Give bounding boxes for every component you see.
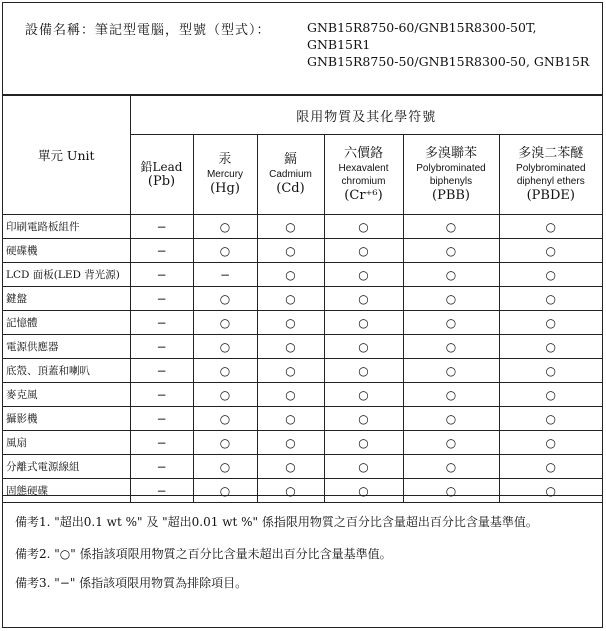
substance-name-zh: 多溴聯苯 [424,145,477,161]
substance-mark: ○ [403,239,499,263]
substance-mark: ○ [257,239,324,263]
component-name: 分離式電源線組 [3,455,130,479]
component-name: 電源供應器 [3,335,130,359]
substance-mark: − [130,263,193,287]
table-row [3,383,602,407]
substance-mark: − [130,215,193,239]
substance-mark: ○ [193,479,257,503]
substance-mark: ○ [257,215,324,239]
substance-mark: ○ [499,239,602,263]
table-row [3,311,602,335]
device-name-label: 設備名稱：筆記型電腦，型號（型式）： [25,23,271,38]
substance-mark: ○ [324,359,403,383]
substance-symbol: (Pb) [147,173,176,189]
substance-mark: ○ [324,215,403,239]
note-3: 備考3. "−" 係指該項限用物質為排除項目。 [15,576,248,590]
component-name: 固態硬碟 [3,479,130,503]
substance-mark: ○ [257,383,324,407]
substance-mark: ○ [257,311,324,335]
substance-mark: ○ [257,335,324,359]
substance-mark: − [130,479,193,503]
substance-mark: − [193,263,257,287]
component-name: 底殼、頂蓋和喇叭 [3,359,130,383]
table-row [3,335,602,359]
substance-symbol: (Cr⁺⁶) [344,187,383,203]
substance-mark: ○ [193,239,257,263]
substance-mark: − [130,335,193,359]
table-row [3,239,602,263]
substance-mark: ○ [324,239,403,263]
component-name: 風扇 [3,431,130,455]
substance-mark: ○ [324,263,403,287]
substance-mark: ○ [324,383,403,407]
substance-header [130,135,193,215]
substance-mark: ○ [403,383,499,407]
substance-mark: ○ [403,311,499,335]
table-row [3,431,602,455]
note-2: 備考2. "○" 係指該項限用物質之百分比含量未超出百分比含量基準值。 [15,547,392,561]
substance-mark: ○ [499,479,602,503]
substance-mark: − [130,455,193,479]
substance-mark: − [130,311,193,335]
substance-name-en: Mercury [206,169,244,180]
substance-mark: ○ [499,215,602,239]
substance-mark: ○ [403,407,499,431]
substance-symbol: (Cd) [276,181,305,196]
substance-symbol: (Hg) [210,181,240,196]
substance-mark: ○ [403,359,499,383]
substance-name-en: Cadmium [269,169,312,180]
substance-header [324,135,403,215]
substance-mark: ○ [193,311,257,335]
substance-mark: ○ [403,455,499,479]
substance-name-zh: 鎘 [283,152,297,168]
substance-mark: ○ [324,455,403,479]
substance-name-zh: 六價鉻 [343,145,383,161]
substance-mark: ○ [499,431,602,455]
substance-mark: ○ [499,455,602,479]
substance-mark: ○ [403,215,499,239]
substance-mark: − [130,359,193,383]
component-name: 印刷電路板組件 [3,215,130,239]
substance-symbol: (PBDE) [526,187,575,203]
substance-mark: ○ [193,335,257,359]
substance-mark: ○ [193,359,257,383]
substance-group-header: 限用物質及其化學符號 [130,96,602,135]
substance-mark: ○ [324,479,403,503]
substance-symbol: (PBB) [432,187,470,203]
note-1: 備考1. "超出0.1 wt %" 及 "超出0.01 wt %" 係指限用物質之百分比含量超出百分比含量基準值。 [15,515,538,529]
substance-mark: ○ [499,311,602,335]
substance-mark: ○ [257,455,324,479]
substance-header [257,135,324,215]
substance-mark: − [130,431,193,455]
substance-mark: ○ [403,479,499,503]
table-row [3,263,602,287]
substance-mark: ○ [324,335,403,359]
component-name: 硬碟機 [3,239,130,263]
table-body [3,215,602,503]
substance-mark: ○ [257,359,324,383]
component-name: 記憶體 [3,311,130,335]
model-numbers [307,19,602,70]
table-row [3,359,602,383]
substance-name: 鉛Lead [140,159,183,174]
substance-mark: ○ [324,431,403,455]
table-row [3,215,602,239]
substance-mark: ○ [257,287,324,311]
substance-mark: ○ [499,383,602,407]
unit-column-header: 單元 Unit [3,96,130,215]
substance-mark: ○ [193,407,257,431]
substance-mark: ○ [193,383,257,407]
substance-mark: ○ [324,287,403,311]
substance-mark: ○ [499,359,602,383]
notes-section [3,495,602,628]
substance-header [499,135,602,215]
substance-name-zh: 汞 [218,152,232,168]
table-row [3,407,602,431]
component-name: LCD 面板(LED 背光源) [3,263,130,287]
substance-mark: ○ [193,455,257,479]
substance-mark: ○ [324,407,403,431]
substance-mark: ○ [257,431,324,455]
substance-mark: − [130,407,193,431]
substance-header [193,135,257,215]
substance-mark: − [130,383,193,407]
substance-mark: ○ [499,287,602,311]
substance-mark: ○ [257,263,324,287]
substance-name-zh: 多溴二苯醚 [518,145,584,161]
substance-mark: ○ [403,335,499,359]
table-row [3,455,602,479]
substance-mark: ○ [499,407,602,431]
substance-name-en: Hexavalent chromium [338,162,389,187]
substance-mark: ○ [403,287,499,311]
substance-name-en: Polybrominated biphenyls [416,162,486,187]
substance-mark: ○ [193,431,257,455]
substance-mark: ○ [403,263,499,287]
component-name: 麥克風 [3,383,130,407]
substance-header [403,135,499,215]
restricted-substance-table [3,95,602,503]
substance-mark: ○ [257,479,324,503]
substance-mark: ○ [193,287,257,311]
substance-mark: ○ [193,215,257,239]
model-line-2: GNB15R8750-50/GNB15R8300-50, GNB15R [307,54,590,69]
substance-mark: ○ [403,431,499,455]
substance-mark: ○ [324,311,403,335]
substance-mark: − [130,287,193,311]
component-name: 鍵盤 [3,287,130,311]
component-name: 攝影機 [3,407,130,431]
table-row [3,287,602,311]
model-line-1: GNB15R8750-60/GNB15R8300-50T, GNB15R1 [307,20,537,52]
substance-mark: ○ [499,263,602,287]
substance-mark: ○ [257,407,324,431]
substance-mark: ○ [499,335,602,359]
substance-name-en: Polybrominated diphenyl ethers [516,162,586,187]
substance-mark: − [130,239,193,263]
device-header [3,3,602,95]
rohs-declaration-sheet [2,2,603,628]
